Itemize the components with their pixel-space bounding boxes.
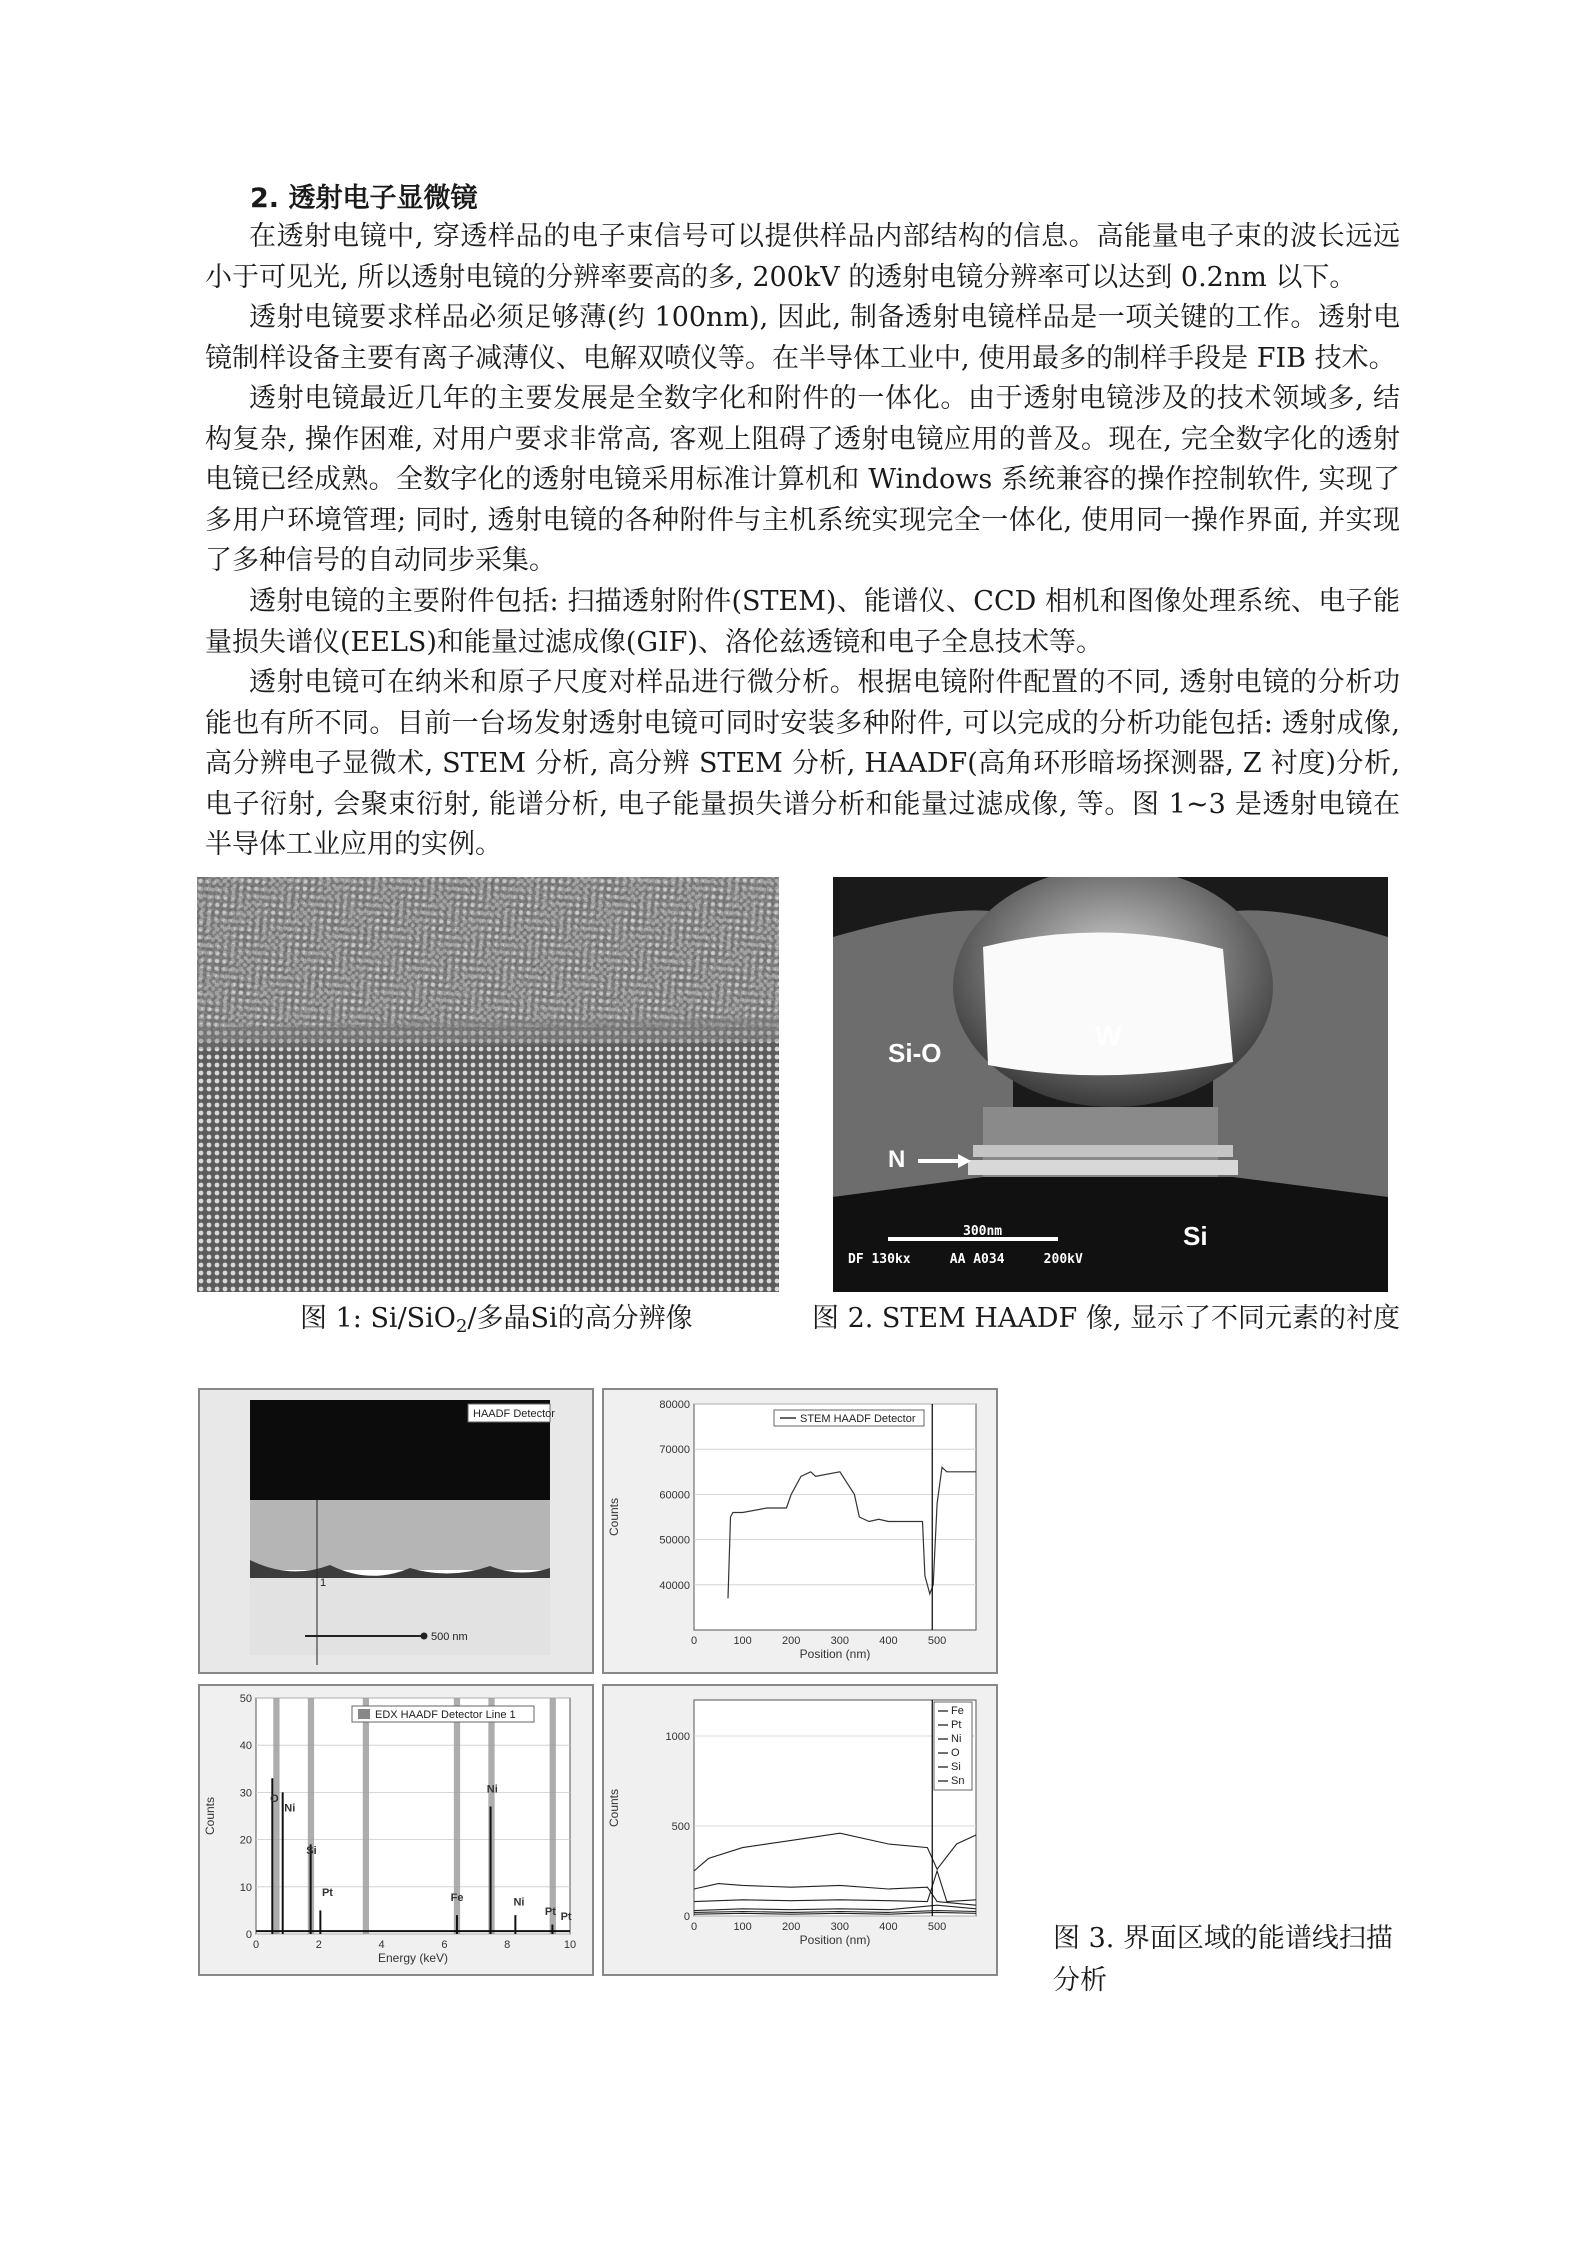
figure1-caption: 图 1: Si/SiO$_2$/多晶Si的高分辨像 [300,1303,693,1337]
line-marker-label: 1 [320,1577,327,1589]
x-tick-label: 100 [733,1921,752,1933]
peak-label: Fe [450,1891,464,1904]
label-si-o: Si-O [888,1038,942,1068]
plot-area [694,1404,976,1630]
legend-label: Ni [951,1733,962,1745]
y-tick-label: 80000 [659,1399,690,1411]
figure3-edx-spectrum-panel [198,1684,594,1976]
y-tick-label: 10 [239,1881,252,1894]
peak-label: O [270,1792,279,1805]
image-databar: DF 130kx AA A034 200kV [848,1252,1083,1267]
x-tick-label: 0 [252,1939,260,1951]
x-tick-label: 100 [733,1635,752,1647]
x-tick-label: 0 [690,1921,698,1933]
label-w: W [1095,1020,1122,1051]
y-tick-label: 70000 [659,1444,690,1457]
x-tick-label: 500 [927,1921,947,1933]
peak-label: Ni [513,1896,525,1909]
y-axis-label: Counts [607,1788,621,1828]
y-axis-label: Counts [203,1796,217,1836]
x-tick-label: 200 [782,1635,801,1647]
peak-label: Ni [486,1783,498,1796]
y-tick-label: 0 [683,1911,690,1923]
y-tick-label: 40 [239,1740,252,1753]
x-tick-label: 2 [315,1939,322,1951]
figure1-image [197,877,779,1292]
legend-label: O [951,1747,960,1759]
figure3-caption: 图 3. 界面区域的能谱线扫描分析 [1053,1923,1393,1996]
y-tick-label: 1000 [665,1731,690,1743]
paragraph-2: 透射电镜要求样品必须足够薄(约 100nm), 因此, 制备透射电镜样品是一项关键的工作。透射电镜制样设备主要有离子减薄仪、电解双喷仪等。在半导体工业中, 使用最多的制样手段是 FIB 技术。 [205,302,1400,374]
x-tick-label: 300 [830,1635,850,1647]
legend-swatch [358,1709,370,1719]
y-tick-label: 60000 [659,1489,690,1502]
x-tick-label: 200 [782,1921,801,1933]
y-tick-label: 50000 [659,1534,690,1547]
edx-spectrum-chart [200,1686,592,1974]
y-tick-label: 30 [239,1787,252,1800]
energy-window-band [363,1698,369,1934]
energy-window-band [273,1698,279,1934]
x-axis-label: Position (nm) [799,1933,871,1947]
paragraph-4: 透射电镜的主要附件包括: 扫描透射附件(STEM)、能谱仪、CCD 相机和图像处理系统、电子能量损失谱仪(EELS)和能量过滤成像(GIF)、洛伦兹透镜和电子全息技术等。 [205,586,1400,658]
x-tick-label: 500 [927,1635,947,1647]
x-axis-label: Position (nm) [799,1647,871,1661]
label-si: Si [1183,1221,1208,1251]
figure3-image-panel [198,1388,594,1674]
energy-window-band [550,1698,556,1934]
legend-label: Pt [951,1719,962,1731]
peak-label: Ni [284,1802,296,1815]
legend-label: Fe [951,1705,964,1717]
paragraph-3: 透射电镜最近几年的主要发展是全数字化和附件的一体化。由于透射电镜涉及的技术领域多, 结构复杂, 操作困难, 对用户要求非常高, 客观上阻碍了透射电镜应用的普及。现在, 完全数字化的透射电镜已经成熟。全数字化的透射电镜采用标准计算机和 Windows 系统兼容的操作控制软件, 实现了多用户环境管理; 同时, 透射电镜的各种附件与主机系统实现完全一体化, 使用同一操作界面, 并实现了多种信号的自动同步采集。 [205,383,1400,576]
y-tick-label: 500 [671,1821,690,1833]
scalebar-label: 300nm [963,1224,1003,1239]
peak-label: Pt [560,1910,572,1923]
figure3-haadf-profile-panel [602,1388,998,1674]
paragraph-5: 透射电镜可在纳米和原子尺度对样品进行微分析。根据电镜附件配置的不同, 透射电镜的分析功能也有所不同。目前一台场发射透射电镜可同时安装多种附件, 可以完成的分析功能包括: 透射成像, 高分辨电子显微术, STEM 分析, 高分辨 STEM 分析, HAADF(高角环形暗场探测器, Z 衬度)分析, 电子衍射, 会聚束衍射, 能谱分析, 电子能量损失谱分析和能量过滤成像, 等。图 1~3 是透射电镜在半导体工业应用的实例。 [205,667,1400,860]
x-tick-label: 400 [879,1635,898,1647]
label-n: N [888,1146,906,1173]
y-axis-label: Counts [607,1497,621,1537]
y-tick-label: 0 [245,1929,252,1941]
peak-label: Pt [544,1906,556,1919]
element-linescan-chart [604,1686,996,1974]
stem-haadf-image [833,877,1388,1292]
x-tick-label: 400 [879,1921,898,1933]
section-heading: 2. 透射电子显微镜 [250,183,478,214]
figure2-image [833,877,1388,1292]
peak-label: Pt [321,1887,333,1900]
peak-label: Si [306,1844,317,1857]
x-tick-label: 10 [563,1939,577,1951]
x-tick-label: 300 [830,1921,850,1933]
haadf-detector-label: HAADF Detector [473,1408,555,1420]
legend-label: EDX HAADF Detector Line 1 [375,1709,516,1721]
x-tick-label: 4 [378,1939,385,1951]
paragraph-1: 在透射电镜中, 穿透样品的电子束信号可以提供样品内部结构的信息。高能量电子束的波长远远小于可见光, 所以透射电镜的分辨率要高的多, 200kV 的透射电镜分辨率可以达到 0.2nm 以下。 [205,221,1400,293]
x-tick-label: 8 [504,1939,511,1951]
x-tick-label: 0 [690,1635,698,1647]
x-tick-label: 6 [441,1939,448,1951]
legend-label: STEM HAADF Detector [800,1413,916,1425]
image-scale-label: 500 nm [431,1631,468,1643]
figure3-element-linescan-panel [602,1684,998,1976]
y-tick-label: 40000 [659,1579,690,1592]
legend-label: Sn [951,1775,965,1787]
y-tick-label: 20 [239,1834,252,1847]
figure2-caption: 图 2. STEM HAADF 像, 显示了不同元素的衬度 [812,1303,1401,1334]
y-tick-label: 50 [239,1693,252,1705]
x-axis-label: Energy (keV) [377,1951,449,1965]
legend-label: Si [951,1761,961,1773]
haadf-profile-chart [604,1390,996,1672]
hrtem-lattice-image [197,877,779,1292]
